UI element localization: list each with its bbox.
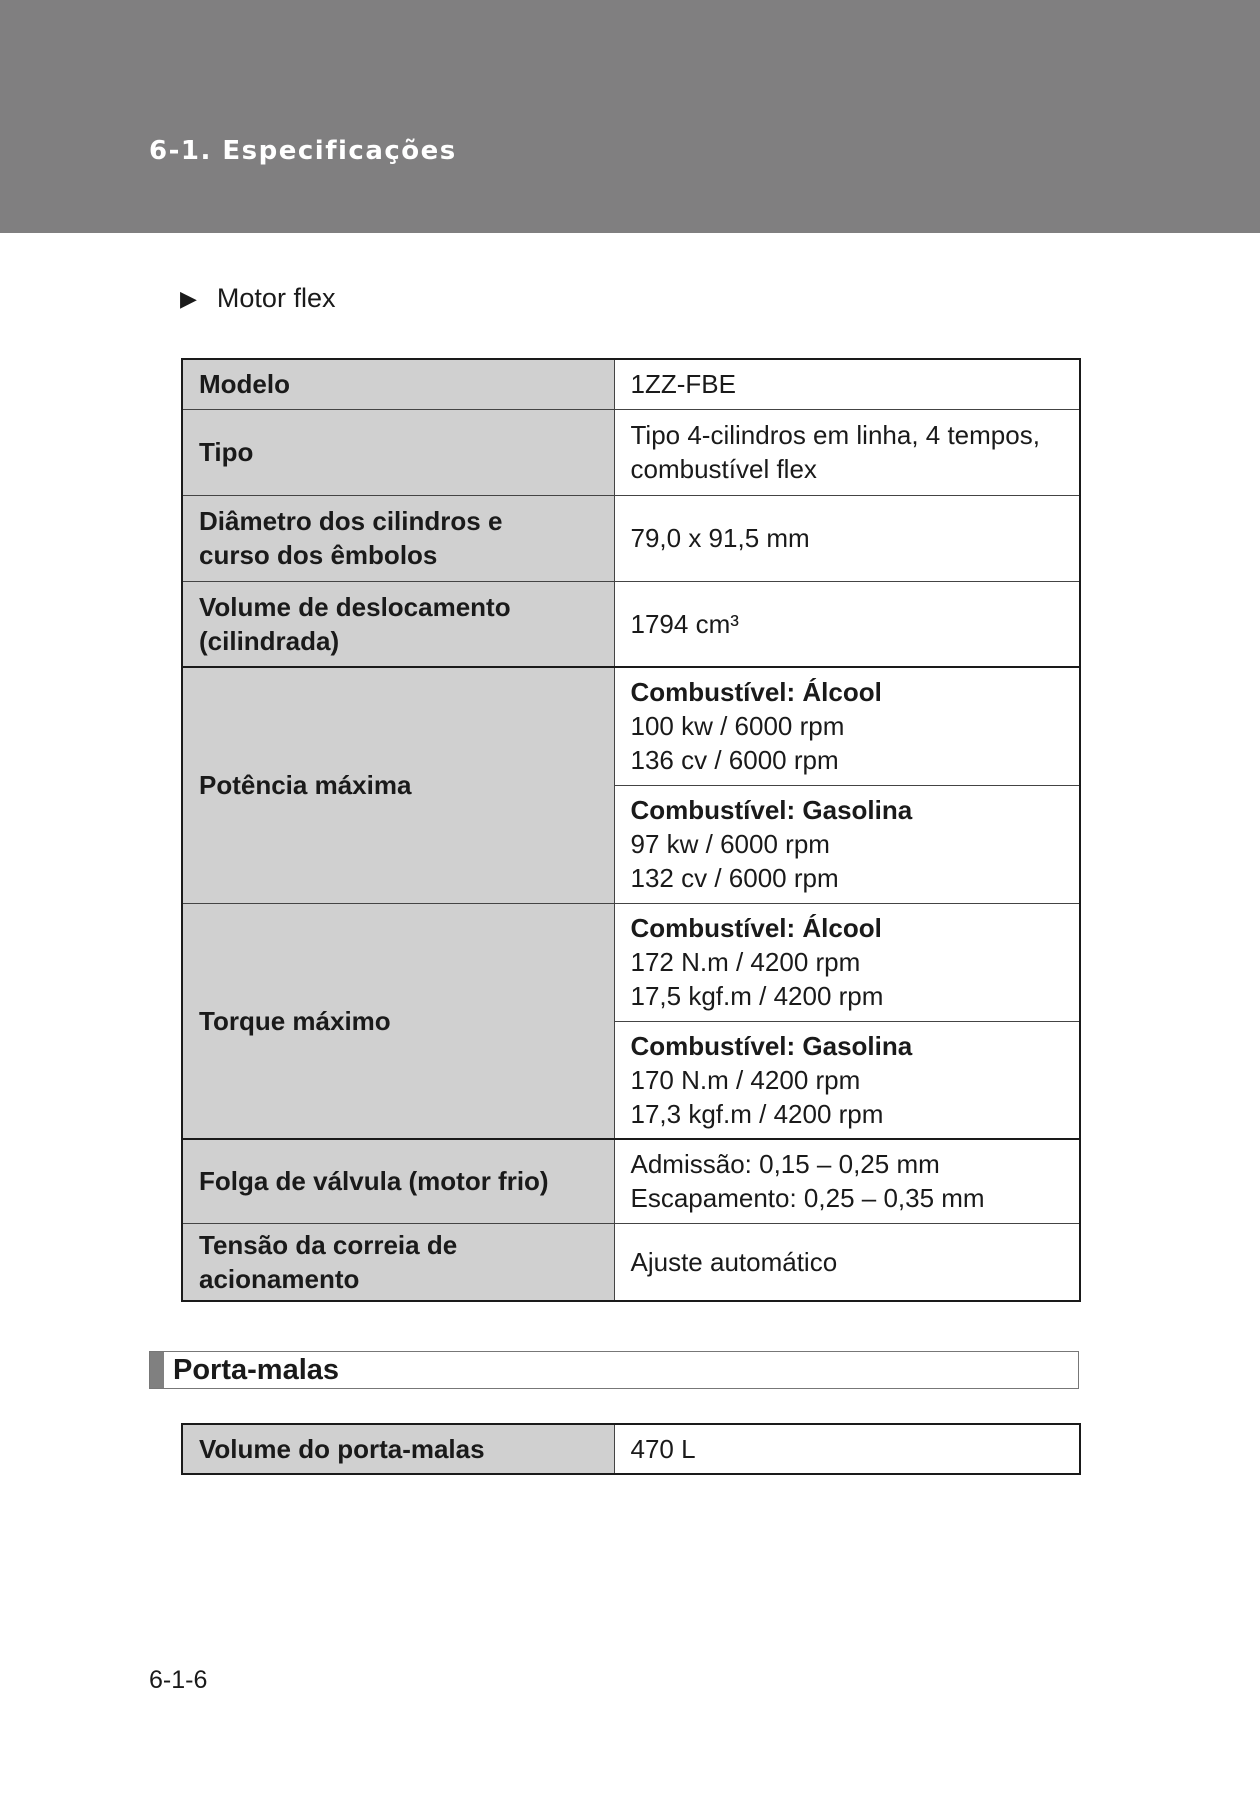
- section-title: 6-1. Especificações: [149, 136, 457, 166]
- table-row-tipo: [182, 409, 1080, 495]
- row-value: 79,0 x 91,5 mm: [614, 495, 1080, 581]
- table-row-modelo: [182, 359, 1080, 409]
- label-line: Diâmetro dos cilindros e: [199, 506, 503, 536]
- value-line: 97 kw / 6000 rpm: [630, 829, 830, 859]
- trunk-section-heading: [149, 1351, 1079, 1389]
- row-label: Potência máxima: [182, 667, 614, 903]
- row-label: [182, 495, 614, 581]
- row-value: [614, 667, 1080, 785]
- value-line: Tipo 4-cilindros em linha, 4 tempos,: [630, 420, 1040, 450]
- label-line: curso dos êmbolos: [199, 540, 438, 570]
- row-value: [614, 1139, 1080, 1223]
- label-line: Volume de deslocamento: [199, 591, 511, 622]
- label-line: acionamento: [199, 1263, 360, 1294]
- value-line: 172 N.m / 4200 rpm: [630, 947, 861, 977]
- heading-accent-bar: [150, 1352, 164, 1388]
- table-row-trunk-volume: [182, 1424, 1080, 1474]
- table-row-potencia-alcool: [182, 667, 1080, 785]
- row-value: 1794 cm³: [614, 581, 1080, 667]
- row-label: [182, 1223, 614, 1301]
- table-row-tensao: [182, 1223, 1080, 1301]
- table-row-torque-alcool: [182, 903, 1080, 1021]
- row-label: Folga de válvula (motor frio): [182, 1139, 614, 1223]
- row-label: [182, 581, 614, 667]
- fuel-title: Combustível: Álcool: [630, 677, 882, 708]
- row-value: Ajuste automático: [614, 1223, 1080, 1301]
- value-line: 17,3 kgf.m / 4200 rpm: [630, 1098, 884, 1129]
- fuel-title: Combustível: Gasolina: [630, 795, 913, 825]
- fuel-title: Combustível: Gasolina: [630, 1030, 913, 1061]
- fuel-title: Combustível: Álcool: [630, 913, 882, 943]
- row-label: Tipo: [182, 409, 614, 495]
- value-line: 136 cv / 6000 rpm: [630, 745, 839, 776]
- value-line: combustível flex: [630, 454, 817, 484]
- table-row-volume: [182, 581, 1080, 667]
- row-value: [614, 785, 1080, 903]
- table-row-diametro: [182, 495, 1080, 581]
- row-label: Torque máximo: [182, 903, 614, 1139]
- engine-spec-table: [181, 358, 1081, 1302]
- row-value: [614, 903, 1080, 1021]
- engine-subheading: [180, 283, 335, 314]
- value-line: 100 kw / 6000 rpm: [630, 711, 845, 742]
- value-line: 170 N.m / 4200 rpm: [630, 1064, 861, 1095]
- value-line: 132 cv / 6000 rpm: [630, 863, 839, 893]
- value-line: Admissão: 0,15 – 0,25 mm: [630, 1149, 940, 1180]
- row-value: [614, 409, 1080, 495]
- trunk-spec-table: [181, 1423, 1081, 1475]
- row-label: Modelo: [182, 359, 614, 409]
- row-value: [614, 1021, 1080, 1139]
- header-band: [0, 0, 1260, 233]
- triangle-arrow-icon: ▶: [180, 285, 197, 311]
- trunk-heading-text: Porta-malas: [173, 1353, 340, 1386]
- label-line: (cilindrada): [199, 625, 340, 656]
- table-row-folga: [182, 1139, 1080, 1223]
- page-number: 6-1-6: [149, 1666, 208, 1694]
- value-line: Escapamento: 0,25 – 0,35 mm: [630, 1183, 985, 1214]
- label-line: Tensão da correia de: [199, 1229, 458, 1260]
- engine-subheading-text: Motor flex: [216, 283, 336, 313]
- value-line: 17,5 kgf.m / 4200 rpm: [630, 981, 884, 1011]
- row-value: 470 L: [614, 1424, 1080, 1474]
- row-value: 1ZZ-FBE: [614, 359, 1080, 409]
- row-label: Volume do porta-malas: [182, 1424, 614, 1474]
